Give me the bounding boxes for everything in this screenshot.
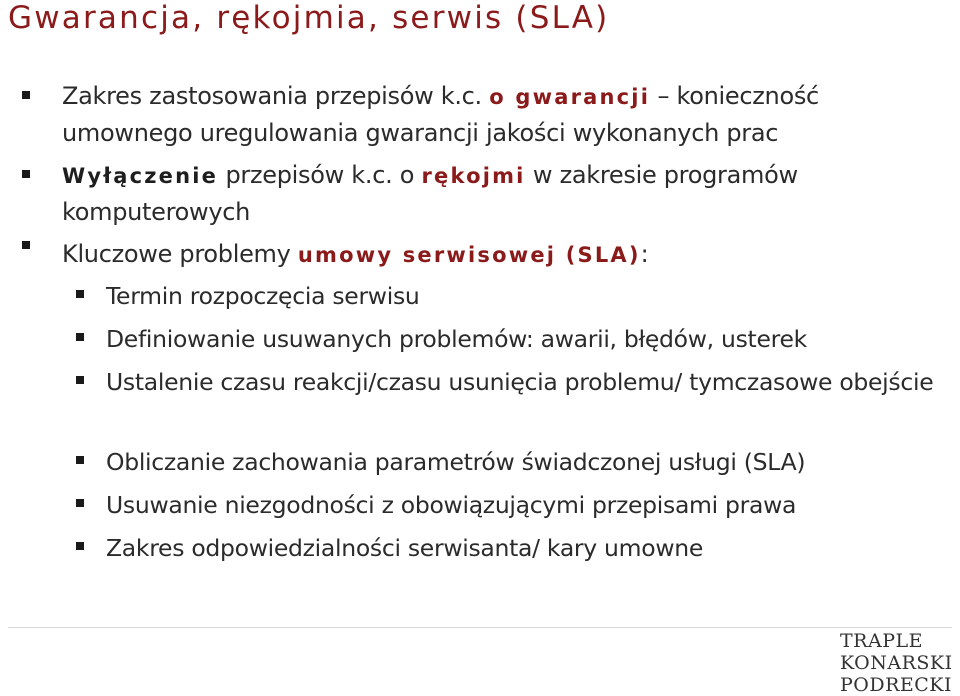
bullet-3: Kluczowe problemy umowy serwisowej (SLA):	[62, 240, 649, 268]
sub-bullet-1: Termin rozpoczęcia serwisu	[106, 282, 420, 310]
sub-bullet-3: Ustalenie czasu reakcji/czasu usunięcia problemu/ tymczasowe obejście	[106, 368, 934, 396]
logo-line-3: PODRECKI	[840, 674, 953, 696]
bullet-marker	[22, 241, 30, 249]
sub-bullet-marker	[76, 376, 84, 384]
sub-bullet-marker	[76, 499, 84, 507]
sub-bullet-marker	[76, 290, 84, 298]
slide-title: Gwarancja, rękojmia, serwis (SLA)	[8, 0, 610, 36]
sub-bullet-5: Usuwanie niezgodności z obowiązującymi przepisami prawa	[106, 491, 797, 519]
bullet-marker	[22, 91, 30, 99]
sub-bullet-2: Definiowanie usuwanych problemów: awarii, błędów, usterek	[106, 325, 807, 353]
bullet-1: Zakres zastosowania przepisów k.c. o gwarancji – konieczność umownego uregulowania gwarancji jakości wykonanych prac	[62, 82, 819, 147]
sub-bullet-marker	[76, 456, 84, 464]
bullet-3-emphasis: umowy serwisowej (SLA)	[297, 243, 641, 267]
sub-bullet-4: Obliczanie zachowania parametrów świadczonej usługi (SLA)	[106, 448, 806, 476]
bullet-1-emphasis: o gwarancji	[489, 85, 651, 109]
bullet-2: Wyłączenie przepisów k.c. o rękojmi w zakresie programów komputerowych	[62, 161, 798, 226]
bullet-marker	[22, 170, 30, 178]
company-logo	[840, 630, 952, 696]
bullet-2-emphasis-2: rękojmi	[421, 164, 526, 188]
sub-bullet-6: Zakres odpowiedzialności serwisanta/ kary umowne	[106, 534, 703, 562]
sub-bullet-marker	[76, 542, 84, 550]
logo-line-1: TRAPLE	[840, 630, 923, 652]
bullet-2-emphasis: Wyłączenie	[62, 164, 219, 188]
sub-bullet-marker	[76, 333, 84, 341]
footer-divider	[8, 627, 952, 628]
logo-line-2: KONARSKI	[840, 652, 953, 674]
